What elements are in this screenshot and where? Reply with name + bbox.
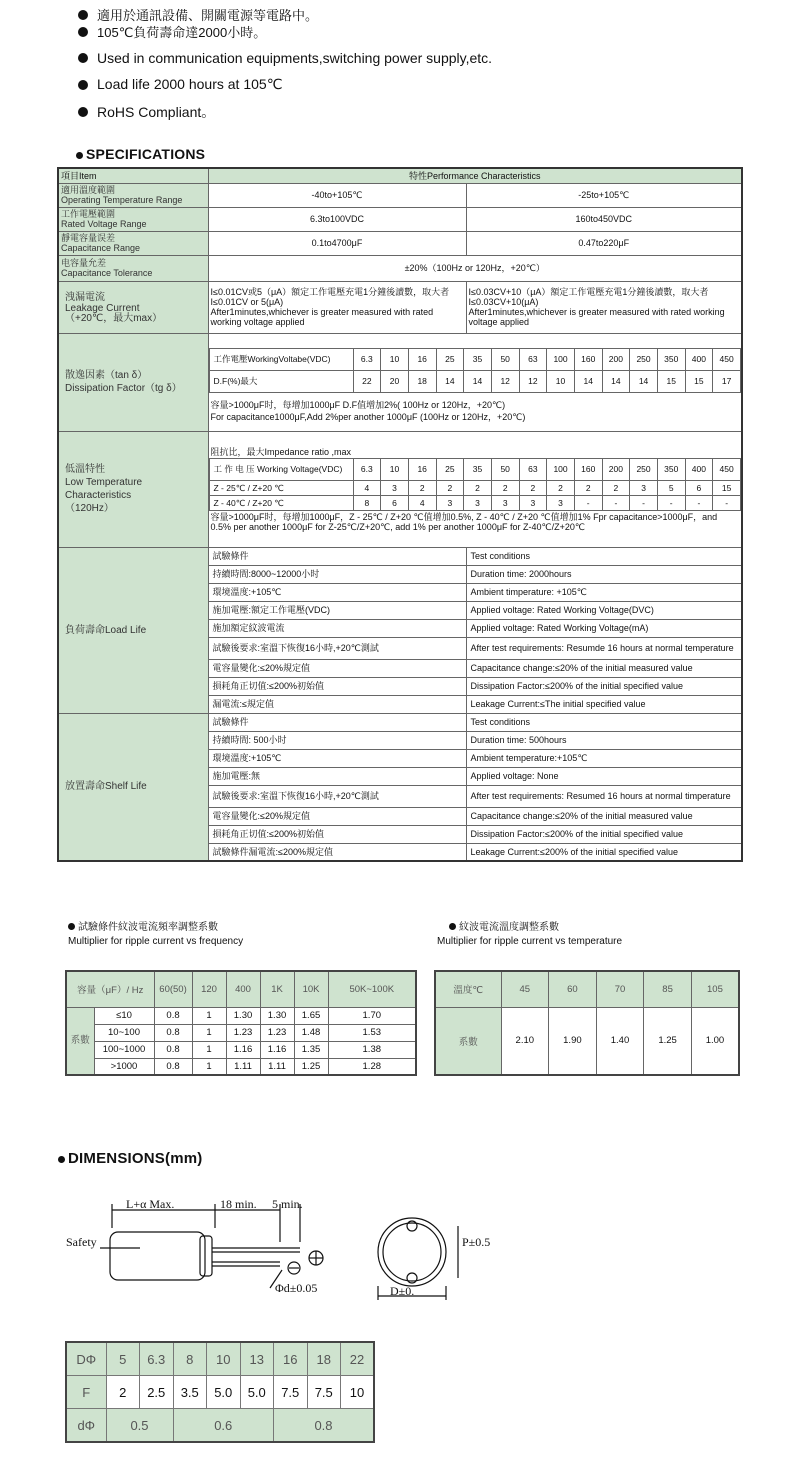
lead-min-label: 5 min. <box>272 1197 303 1211</box>
temp-range-low: -40to+105℃ <box>208 183 466 207</box>
dim-value: 2.5 <box>140 1376 174 1409</box>
df-voltage: 200 <box>602 348 630 370</box>
voltage-range-label: 工作電壓範圍 Rated Voltage Range <box>58 207 208 231</box>
capacitor-end-view <box>378 1218 446 1286</box>
imp-z40-value: - <box>685 495 713 510</box>
dim-value: 5 <box>106 1342 140 1376</box>
load-life-condition-zh: 試驗條件 <box>208 547 466 565</box>
df-value: 18 <box>408 370 436 392</box>
load-life-condition-zh: 損耗角正切值:≤200%初始值 <box>208 677 466 695</box>
pitch-label: P±0.5 <box>462 1235 491 1249</box>
temp-multiplier: 1.25 <box>644 1007 692 1075</box>
df-voltage: 16 <box>408 348 436 370</box>
shelf-life-condition-en: Applied voltage: None <box>466 767 742 785</box>
df-voltage: 350 <box>657 348 685 370</box>
feature-item: Used in communication equipments,switching power supply,etc. <box>78 44 778 71</box>
freq-multiplier: 1.65 <box>294 1007 328 1024</box>
voltage-range-high: 160to450VDC <box>466 207 742 231</box>
df-value: 17 <box>713 370 741 392</box>
ripple-temperature-table <box>434 970 740 1076</box>
temp-header: 45 <box>501 971 549 1007</box>
load-life-condition-zh: 電容量變化:≤20%規定值 <box>208 659 466 677</box>
dim-row-label: DΦ <box>66 1342 106 1376</box>
freq-multiplier: 1.23 <box>226 1024 260 1041</box>
imp-z25-label: Z - 25℃ / Z+20 ℃ <box>209 480 353 495</box>
specifications-table <box>57 167 743 862</box>
dim-value: 10 <box>341 1376 375 1409</box>
temp-multiplier: 1.40 <box>596 1007 644 1075</box>
freq-multiplier: 1.30 <box>260 1007 294 1024</box>
temp-multiplier: 1.00 <box>691 1007 739 1075</box>
bullet-icon <box>78 53 88 63</box>
df-voltage: 63 <box>519 348 547 370</box>
imp-voltage: 6.3 <box>353 458 381 480</box>
low-temp-cell <box>208 431 742 547</box>
dim-value: 5.0 <box>240 1376 274 1409</box>
feature-list <box>78 6 778 125</box>
freq-multiplier: 1.70 <box>328 1007 416 1024</box>
capacitance-range: 10~100 <box>94 1024 154 1041</box>
imp-voltage: 10 <box>381 458 409 480</box>
leakage-label: 洩漏電流 Leakage Current （+20℃，最大max） <box>58 281 208 333</box>
shelf-life-condition-zh: 試驗後要求:室溫下恢復16小時,+20℃測試 <box>208 785 466 807</box>
imp-z25-value: 4 <box>353 480 381 495</box>
temp-range-label: 適用溫度範圍 Operating Temperature Range <box>58 183 208 207</box>
dimension-drawing <box>60 1196 520 1308</box>
dim-value: 13 <box>240 1342 274 1376</box>
body-diameter-label: D±0. <box>390 1284 415 1298</box>
freq-multiplier: 1 <box>192 1007 226 1024</box>
temp-multiplier: 2.10 <box>501 1007 549 1075</box>
capacitance-range-high: 0.47to220μF <box>466 231 742 255</box>
dim-value: 3.5 <box>173 1376 207 1409</box>
ripple-freq-head: 容量（μF）/ Hz <box>66 971 154 1007</box>
capacitance-range-label: 靜電容量误差 Capacitance Range <box>58 231 208 255</box>
imp-z25-value: 2 <box>491 480 519 495</box>
freq-header: 1K <box>260 971 294 1007</box>
bullet-icon <box>78 10 88 20</box>
df-value: 14 <box>574 370 602 392</box>
dim-value: 8 <box>173 1342 207 1376</box>
dissipation-label: 散逸因素（tan δ） Dissipation Factor（tg δ） <box>58 333 208 431</box>
load-life-label: 負荷壽命Load Life <box>58 547 208 713</box>
dim-value: 2 <box>106 1376 140 1409</box>
specifications-title: SPECIFICATIONS <box>76 146 205 162</box>
freq-multiplier: 1.11 <box>226 1058 260 1075</box>
ripple-freq-side: 系數 <box>66 1007 94 1075</box>
df-value-label: D.F(%)最大 <box>209 370 353 392</box>
shelf-life-condition-en: After test requirements: Resumed 16 hours at normal timperature <box>466 785 742 807</box>
bullet-icon <box>78 80 88 90</box>
freq-multiplier: 1.30 <box>226 1007 260 1024</box>
tolerance-value: ±20%（100Hz or 120Hz，+20℃） <box>208 255 742 281</box>
shelf-life-condition-zh: 電容量變化:≤20%規定值 <box>208 807 466 825</box>
freq-multiplier: 1.16 <box>260 1041 294 1058</box>
imp-z40-value: 3 <box>464 495 492 510</box>
imp-z25-value: 2 <box>602 480 630 495</box>
imp-voltage: 450 <box>713 458 741 480</box>
freq-multiplier: 1.38 <box>328 1041 416 1058</box>
impedance-table <box>209 458 742 511</box>
imp-z40-value: - <box>602 495 630 510</box>
capacitor-body <box>110 1232 205 1280</box>
shelf-life-condition-en: Duration time: 500hours <box>466 731 742 749</box>
imp-z40-value: 3 <box>547 495 575 510</box>
df-value: 22 <box>353 370 381 392</box>
temp-multiplier: 1.90 <box>549 1007 597 1075</box>
ripple-temp-head: 溫度℃ <box>435 971 501 1007</box>
imp-z40-value: 3 <box>519 495 547 510</box>
low-temp-label: 低溫特性 Low Temperature Characteristics （120Hz） <box>58 431 208 547</box>
shelf-life-condition-zh: 試驗條件漏電流:≤200%規定值 <box>208 843 466 861</box>
imp-z25-value: 2 <box>436 480 464 495</box>
freq-multiplier: 1.53 <box>328 1024 416 1041</box>
capacitance-range: >1000 <box>94 1058 154 1075</box>
imp-z40-value: 3 <box>436 495 464 510</box>
load-life-condition-en: Duration time: 2000hours <box>466 565 742 583</box>
imp-voltage-label: 工 作 电 压 Working Voltage(VDC) <box>209 458 353 480</box>
imp-voltage: 400 <box>685 458 713 480</box>
freq-multiplier: 1.25 <box>294 1058 328 1075</box>
imp-voltage: 35 <box>464 458 492 480</box>
df-voltage: 35 <box>464 348 492 370</box>
imp-z25-value: 2 <box>547 480 575 495</box>
freq-multiplier: 0.8 <box>154 1041 192 1058</box>
imp-z40-value: 3 <box>491 495 519 510</box>
dim-value: 7.5 <box>307 1376 341 1409</box>
load-life-condition-en: Applied voltage: Rated Working Voltage(DVC) <box>466 601 742 619</box>
header-performance: 特性Performance Characteristics <box>208 168 742 183</box>
freq-header: 400 <box>226 971 260 1007</box>
df-voltage: 450 <box>713 348 741 370</box>
df-voltage: 6.3 <box>353 348 381 370</box>
df-voltage: 50 <box>491 348 519 370</box>
safety-vent-label: Safety <box>66 1235 97 1249</box>
shelf-life-label: 放置壽命Shelf Life <box>58 713 208 861</box>
capacitance-range-low: 0.1to4700μF <box>208 231 466 255</box>
ripple-freq-title: 試驗條件紋波電流頻率調整系數 Multiplier for ripple current vs frequency <box>68 922 244 947</box>
df-value: 10 <box>547 370 575 392</box>
ripple-frequency-table <box>65 970 417 1076</box>
imp-voltage: 350 <box>657 458 685 480</box>
freq-multiplier: 0.8 <box>154 1024 192 1041</box>
shelf-life-condition-en: Dissipation Factor:≤200% of the initial specified value <box>466 825 742 843</box>
shelf-life-condition-en: Leakage Current:≤200% of the initial specified value <box>466 843 742 861</box>
freq-multiplier: 1 <box>192 1024 226 1041</box>
freq-multiplier: 1.28 <box>328 1058 416 1075</box>
load-life-condition-zh: 施加額定紋波電流 <box>208 619 466 637</box>
freq-multiplier: 1 <box>192 1041 226 1058</box>
df-voltage: 160 <box>574 348 602 370</box>
shelf-life-condition-zh: 持續時間: 500小时 <box>208 731 466 749</box>
shelf-life-condition-en: Test conditions <box>466 713 742 731</box>
load-life-condition-zh: 試驗後要求:室溫下恢復16小時,+20℃測試 <box>208 637 466 659</box>
leakage-low: I≤0.01CV或5（μA）額定工作電壓充電1分鐘後讀數，取大者 I≤0.01CV or 5(μA) After1minutes,whichever is greater measured with rated working voltage applied <box>208 281 466 333</box>
imp-z40-value: - <box>657 495 685 510</box>
imp-z40-value: 4 <box>408 495 436 510</box>
temp-header: 70 <box>596 971 644 1007</box>
df-voltage: 400 <box>685 348 713 370</box>
imp-voltage: 250 <box>630 458 658 480</box>
imp-z25-value: 2 <box>408 480 436 495</box>
shelf-life-condition-en: Ambient temperature:+105℃ <box>466 749 742 767</box>
imp-z25-value: 2 <box>519 480 547 495</box>
tolerance-label: 电容量允差 Capacitance Tolerance <box>58 255 208 281</box>
imp-voltage: 25 <box>436 458 464 480</box>
dim-lead-diameter: 0.6 <box>173 1409 274 1443</box>
dim-value: 16 <box>274 1342 308 1376</box>
freq-header: 10K <box>294 971 328 1007</box>
dimensions-title: DIMENSIONS(mm) <box>58 1150 202 1167</box>
imp-z40-value: - <box>574 495 602 510</box>
freq-multiplier: 1.16 <box>226 1041 260 1058</box>
imp-z25-value: 2 <box>574 480 602 495</box>
impedance-note: 容量>1000μF时，每增加1000μF，Z - 25℃ / Z+20 ℃值增加0.5%, Z - 40℃ / Z+20 ℃值增加1% Fpr capacitance>1000μF，and 0.5% per another 1000μF for Z-25℃/Z+20℃, add 1% per another 1000μF for Z-40℃/Z+20℃ <box>210 511 718 532</box>
shelf-life-condition-zh: 試驗條件 <box>208 713 466 731</box>
df-voltage: 10 <box>381 348 409 370</box>
dissipation-cell <box>208 333 742 431</box>
imp-z40-value: 6 <box>381 495 409 510</box>
imp-voltage: 50 <box>491 458 519 480</box>
ripple-temp-row-label: 系數 <box>435 1007 501 1075</box>
dim-value: 6.3 <box>140 1342 174 1376</box>
df-note-en: For capacitance1000μF,Add 2%per another 1000μF (100Hz or 120Hz，+20℃) <box>210 411 526 422</box>
df-voltage-label: 工作電壓WorkingVoltabe(VDC) <box>209 348 353 370</box>
df-voltage: 25 <box>436 348 464 370</box>
voltage-range-low: 6.3to100VDC <box>208 207 466 231</box>
imp-z40-value: - <box>713 495 741 510</box>
dim-value: 18 <box>307 1342 341 1376</box>
df-value: 15 <box>657 370 685 392</box>
leakage-high: I≤0.03CV+10（μA）額定工作電壓充電1分鐘後讀數，取大者 I≤0.03CV+10(μA) After1minutes,whichever is greater measured with rated working voltage applied <box>466 281 742 333</box>
header-item: 項目Item <box>58 168 208 183</box>
dim-value: 5.0 <box>207 1376 241 1409</box>
load-life-condition-en: Capacitance change:≤20% of the initial measured value <box>466 659 742 677</box>
shelf-life-condition-zh: 環境溫度:+105℃ <box>208 749 466 767</box>
load-life-condition-zh: 持續時間:8000~12000小时 <box>208 565 466 583</box>
lead-length-label: 18 min. <box>220 1197 257 1211</box>
capacitor-seal <box>200 1236 212 1276</box>
imp-voltage: 63 <box>519 458 547 480</box>
imp-voltage: 100 <box>547 458 575 480</box>
imp-voltage: 200 <box>602 458 630 480</box>
df-value: 15 <box>685 370 713 392</box>
df-value: 12 <box>491 370 519 392</box>
imp-z40-value: - <box>630 495 658 510</box>
freq-multiplier: 1.23 <box>260 1024 294 1041</box>
dissipation-table <box>209 348 742 393</box>
shelf-life-condition-en: Capacitance change:≤20% of the initial measured value <box>466 807 742 825</box>
df-voltage: 250 <box>630 348 658 370</box>
df-value: 14 <box>630 370 658 392</box>
imp-z25-value: 2 <box>464 480 492 495</box>
dim-value: 10 <box>207 1342 241 1376</box>
feature-item: RoHS Compliant。 <box>78 98 778 125</box>
load-life-condition-en: Leakage Current:≤The initial specified value <box>466 695 742 713</box>
dim-value: 7.5 <box>274 1376 308 1409</box>
temp-header: 105 <box>691 971 739 1007</box>
df-value: 20 <box>381 370 409 392</box>
load-life-condition-en: Dissipation Factor:≤200% of the initial specified value <box>466 677 742 695</box>
freq-multiplier: 1.11 <box>260 1058 294 1075</box>
bullet-icon <box>78 27 88 37</box>
df-voltage: 100 <box>547 348 575 370</box>
dim-lead-diameter: 0.8 <box>274 1409 375 1443</box>
load-life-condition-zh: 環境溫度:+105℃ <box>208 583 466 601</box>
df-note-zh: 容量>1000μF时，每增加1000μF D.F值增加2%( 100Hz or 120Hz，+20℃) <box>210 399 506 410</box>
load-life-condition-en: Applied voltage: Rated Working Voltage(mA) <box>466 619 742 637</box>
imp-z25-value: 3 <box>381 480 409 495</box>
imp-z25-value: 15 <box>713 480 741 495</box>
length-label: L+α Max. <box>126 1197 175 1211</box>
imp-z25-value: 3 <box>630 480 658 495</box>
freq-multiplier: 1 <box>192 1058 226 1075</box>
temp-header: 85 <box>644 971 692 1007</box>
load-life-condition-en: Ambient timperature: +105℃ <box>466 583 742 601</box>
freq-multiplier: 1.48 <box>294 1024 328 1041</box>
df-value: 14 <box>464 370 492 392</box>
feature-item: Load life 2000 hours at 105℃ <box>78 71 778 98</box>
freq-header: 50K~100K <box>328 971 416 1007</box>
imp-voltage: 16 <box>408 458 436 480</box>
bullet-icon <box>78 107 88 117</box>
dim-row-label: F <box>66 1376 106 1409</box>
dim-lead-diameter: 0.5 <box>106 1409 173 1443</box>
freq-multiplier: 1.35 <box>294 1041 328 1058</box>
load-life-condition-zh: 施加電壓:額定工作電壓(VDC) <box>208 601 466 619</box>
impedance-heading: 阻抗比，最大Impedance ratio ,max <box>210 446 352 457</box>
freq-multiplier: 0.8 <box>154 1058 192 1075</box>
imp-z25-value: 6 <box>685 480 713 495</box>
temp-range-high: -25to+105℃ <box>466 183 742 207</box>
df-value: 12 <box>519 370 547 392</box>
capacitance-range: ≤10 <box>94 1007 154 1024</box>
temp-header: 60 <box>549 971 597 1007</box>
feature-item: 105℃負荷壽命達2000小時。 <box>78 23 778 40</box>
imp-z40-label: Z - 40℃ / Z+20 ℃ <box>209 495 353 510</box>
imp-z25-value: 5 <box>657 480 685 495</box>
df-value: 14 <box>436 370 464 392</box>
load-life-condition-en: Test conditions <box>466 547 742 565</box>
dimension-table <box>65 1341 375 1443</box>
imp-voltage: 160 <box>574 458 602 480</box>
load-life-condition-en: After test requirements: Resumde 16 hours at normal temperature <box>466 637 742 659</box>
freq-header: 60(50) <box>154 971 192 1007</box>
load-life-condition-zh: 漏電流:≤規定值 <box>208 695 466 713</box>
freq-multiplier: 0.8 <box>154 1007 192 1024</box>
ripple-temp-title: 紋波電流溫度調整系數 Multiplier for ripple current vs temperature <box>437 922 623 947</box>
freq-header: 120 <box>192 971 226 1007</box>
lead-diameter-label: Φd±0.05 <box>275 1281 318 1295</box>
feature-item: 適用於通訊設備、開關電源等電路中。 <box>78 6 778 23</box>
capacitance-range: 100~1000 <box>94 1041 154 1058</box>
shelf-life-condition-zh: 施加電壓:無 <box>208 767 466 785</box>
dim-row-label: dΦ <box>66 1409 106 1443</box>
dim-value: 22 <box>341 1342 375 1376</box>
df-value: 14 <box>602 370 630 392</box>
imp-z40-value: 8 <box>353 495 381 510</box>
shelf-life-condition-zh: 損耗角正切值:≤200%初始值 <box>208 825 466 843</box>
